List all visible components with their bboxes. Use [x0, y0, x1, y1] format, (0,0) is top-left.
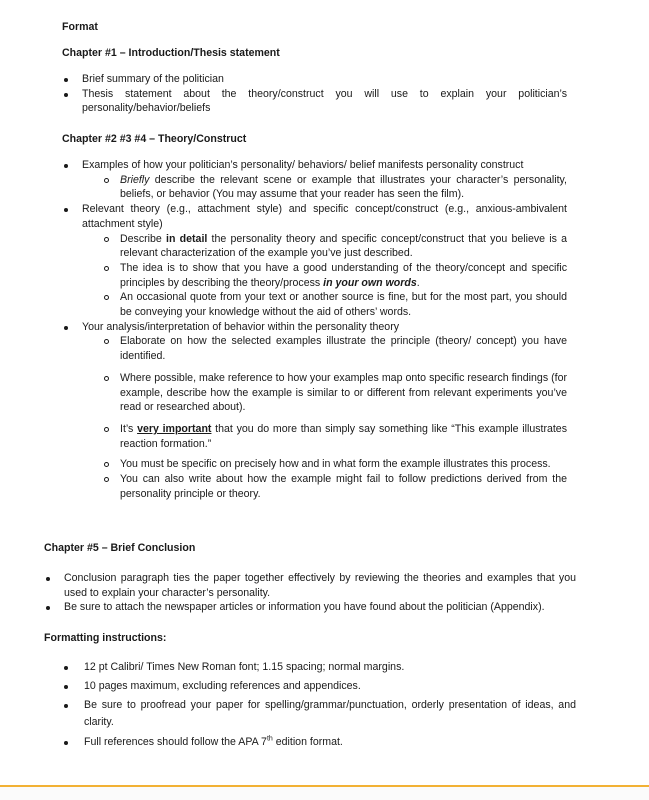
bullet-icon	[64, 93, 68, 97]
list-item-text: Your analysis/interpretation of behavior within the personality theory	[82, 320, 400, 333]
bullet-icon	[64, 208, 68, 212]
circle-bullet-icon	[104, 178, 109, 183]
list-item-text: Where possible, make reference to how your examples map onto specific research findings (for example, describe how the example is similar to or different from relevant experiments you’ve read or researched about).	[120, 371, 567, 414]
list-item-text: 12 pt Calibri/ Times New Roman font; 1.15 spacing; normal margins.	[84, 661, 405, 673]
bold-underline-text: very important	[137, 422, 212, 435]
sub-list-item	[62, 422, 567, 451]
list-item-text: An occasional quote from your text or another source is fine, but for the most part, you should be conveying your knowledge without the aid of others’ words.	[120, 291, 567, 319]
chapter-2-4-heading: Chapter #2 #3 #4 – Theory/Construct	[62, 133, 247, 145]
sub-list-item	[62, 261, 567, 290]
list-item	[64, 697, 576, 731]
list-item-text: Be sure to attach the newspaper articles or information you have found about the politician (Appendix).	[64, 601, 545, 614]
circle-bullet-icon	[104, 462, 109, 467]
list-item	[44, 571, 576, 600]
bold-italic-text: in your own words	[323, 276, 417, 289]
list-item	[62, 87, 567, 116]
list-item	[62, 202, 567, 231]
sub-list-item	[62, 371, 567, 415]
sub-list-item	[62, 173, 567, 202]
list-item	[62, 158, 567, 173]
list-item-text: Describe	[120, 232, 167, 245]
list-item	[62, 72, 567, 87]
list-item-text: that you do more than simply say something like “This example illustrates reaction formation.”	[120, 422, 567, 450]
list-item-text: You can also write about how the example might fail to follow predictions derived from the personality principle or theory.	[120, 473, 567, 500]
chapter-5-heading: Chapter #5 – Brief Conclusion	[44, 542, 196, 554]
bullet-icon	[46, 577, 50, 581]
list-item	[44, 600, 576, 615]
bold-text: in detail	[166, 232, 208, 245]
list-item-text: Elaborate on how the selected examples illustrate the principle (theory/ concept) you have identified.	[120, 335, 567, 363]
bullet-icon	[64, 164, 68, 168]
list-item-text: You must be specific on precisely how and in what form the example illustrates this process.	[120, 458, 551, 471]
list-item-text: Conclusion paragraph ties the paper together effectively by reviewing the theories and examples that you used to explain your character’s personality.	[64, 572, 576, 599]
circle-bullet-icon	[104, 339, 109, 344]
list-item	[64, 735, 576, 750]
formatting-list	[64, 660, 576, 750]
bullet-icon	[64, 685, 68, 689]
bullet-icon	[46, 606, 50, 610]
bullet-icon	[64, 741, 68, 745]
list-item-text: Relevant theory (e.g., attachment style) and specific concept/construct (e.g., anxious-ambivalent attachment style)	[82, 203, 567, 230]
circle-bullet-icon	[104, 427, 109, 432]
sub-list-item	[62, 232, 567, 261]
list-item-text: describe the relevant scene or example that illustrates your character’s personality, beliefs, or behavior (You may assume that your reader has seen the film).	[120, 173, 567, 201]
circle-bullet-icon	[104, 376, 109, 381]
list-item-text: Examples of how your politician’s personality/ behaviors/ belief manifests personality construct	[82, 159, 524, 171]
sub-list-item	[62, 457, 567, 472]
formatting-heading: Formatting instructions:	[44, 632, 167, 644]
chapter-1-heading: Chapter #1 – Introduction/Thesis statement	[62, 47, 280, 59]
list-item-text: Thesis statement about the theory/construct you will use to explain your politician’s personality/behavior/beliefs	[82, 87, 567, 115]
sub-list-item	[62, 290, 567, 319]
chapter-1-list	[62, 72, 567, 116]
bullet-icon	[64, 666, 68, 670]
chapter-5-list	[44, 571, 576, 615]
list-item-text: Be sure to proofread your paper for spelling/grammar/punctuation, orderly presentation of ideas, and clarity.	[84, 699, 576, 729]
bullet-icon	[64, 326, 68, 330]
list-item-text: the personality theory and specific concept/construct that you believe is a relevant characterization of the example you’ve just described.	[120, 232, 568, 260]
list-item-text: 10 pages maximum, excluding references and appendices.	[84, 679, 361, 692]
circle-bullet-icon	[104, 477, 109, 482]
list-item-text: Full references should follow the APA 7	[84, 736, 267, 749]
list-item-text: Brief summary of the politician	[82, 73, 224, 85]
bullet-icon	[64, 78, 68, 82]
circle-bullet-icon	[104, 266, 109, 271]
page-title: Format	[62, 21, 98, 33]
list-item	[62, 320, 567, 335]
list-item-text: The idea is to show that you have a good understanding of the theory/concept and specific principles by describing the theory/process	[120, 261, 567, 289]
emphasis-text: Briefly	[120, 173, 150, 186]
circle-bullet-icon	[104, 237, 109, 242]
list-item-text: edition format.	[272, 736, 343, 749]
list-item	[64, 679, 576, 694]
page-bottom-shadow	[0, 787, 649, 800]
sub-list-item	[62, 334, 567, 363]
list-item-text: It’s	[120, 422, 138, 435]
list-item-text: .	[416, 276, 420, 289]
bullet-icon	[64, 704, 68, 708]
chapter-2-4-list	[62, 158, 567, 501]
superscript-text: th	[266, 735, 273, 743]
circle-bullet-icon	[104, 295, 109, 300]
list-item	[64, 660, 576, 675]
sub-list-item	[62, 472, 567, 501]
